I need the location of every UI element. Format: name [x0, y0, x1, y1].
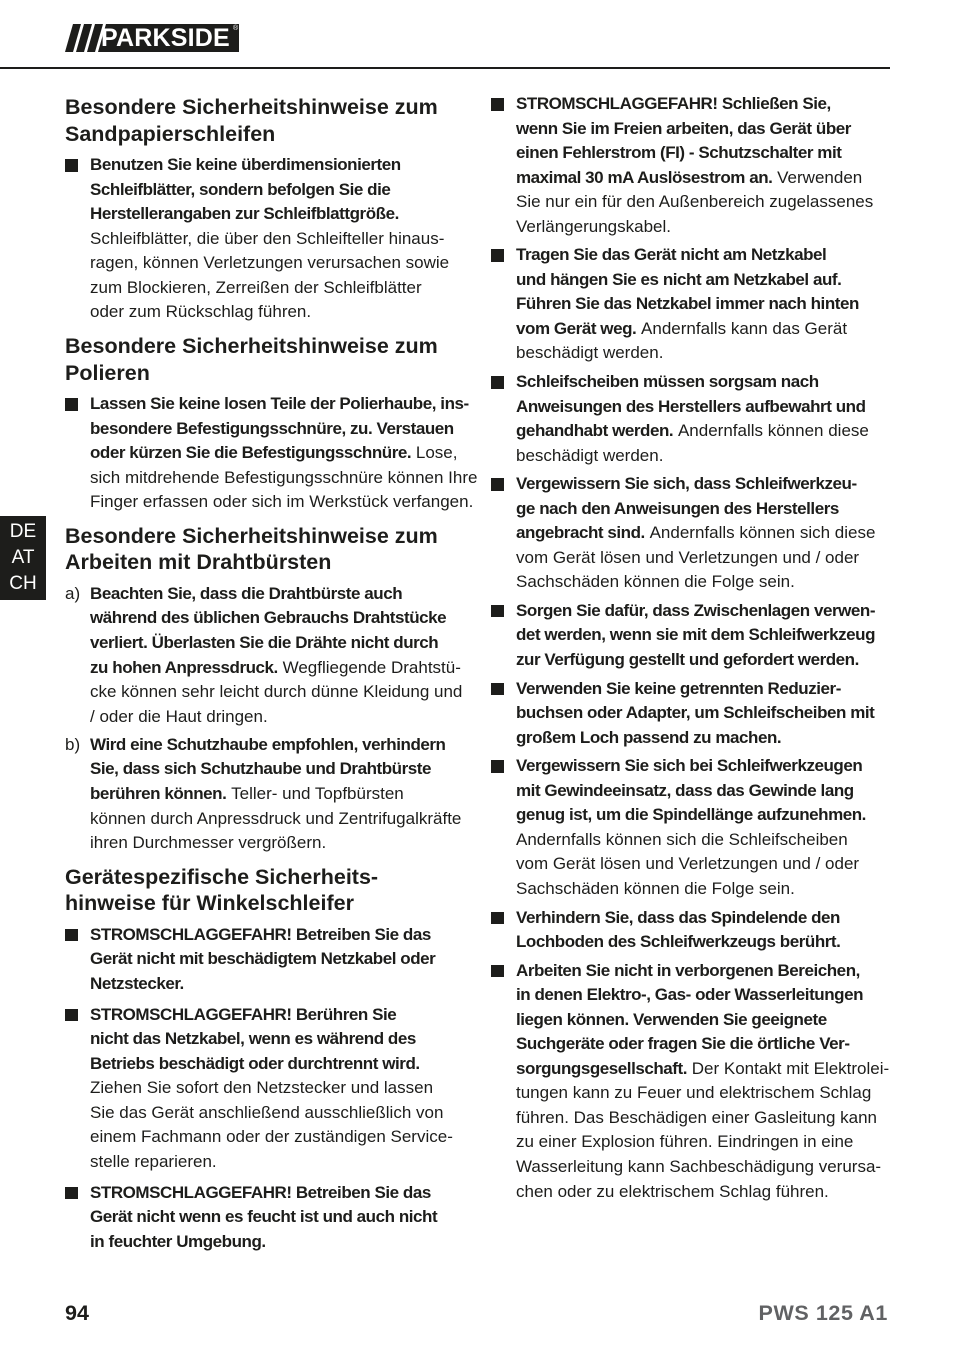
text-line	[90, 582, 465, 607]
explanation-text: einem Fachmann oder der zuständigen Service-	[90, 1127, 453, 1147]
explanation-text: ragen, können Verletzungen verursachen sowie	[90, 253, 450, 273]
lettered-item	[65, 582, 465, 729]
instruction-text: Gerät nicht wenn es feucht ist und auch nicht	[90, 1207, 438, 1227]
logo-wordmark: PARKSIDE	[101, 24, 230, 52]
language-tab	[0, 516, 46, 600]
explanation-text: tungen kann zu Feuer und elektrischem Schlag	[516, 1083, 872, 1103]
text-line	[90, 441, 465, 466]
instruction-text: gehandhabt werden.	[516, 421, 674, 441]
bullet-item	[491, 959, 890, 1204]
instruction-text: angebracht sind.	[516, 523, 645, 543]
text-line	[516, 117, 890, 142]
text-line	[516, 1180, 890, 1205]
instruction-text: STROMSCHLAGGEFAHR! Berühren Sie	[90, 1004, 397, 1024]
text-line	[90, 1101, 465, 1126]
explanation-text: vom Gerät lösen und Verletzungen und / oder	[516, 547, 860, 567]
heading-line: Polieren	[65, 360, 150, 385]
bullet-item	[491, 754, 890, 901]
explanation-text: ihren Durchmesser vergrößern.	[90, 833, 327, 853]
page-number: 94	[65, 1301, 89, 1325]
text-line	[516, 497, 890, 522]
explanation-text: beschädigt werden.	[516, 343, 664, 363]
section-heading	[65, 864, 465, 917]
instruction-text: Lassen Sie keine losen Teile der Polierhaube, ins-	[90, 394, 469, 414]
text-line	[90, 807, 465, 832]
text-line	[90, 466, 478, 491]
explanation-text: Andernfalls können diese	[677, 421, 869, 441]
instruction-text: und hängen Sie es nicht am Netzkabel auf.	[516, 269, 842, 289]
instruction-text: Benutzen Sie keine überdimensionierten	[90, 155, 401, 174]
square-bullet-icon	[491, 912, 504, 925]
text-line	[516, 779, 890, 804]
item-text	[90, 392, 478, 515]
explanation-text: sich mitdrehende Befestigungsschnüre können Ihre	[90, 467, 478, 487]
heading-line: Besondere Sicherheitshinweise zum	[65, 95, 438, 119]
text-line	[516, 726, 890, 751]
text-line	[516, 472, 890, 497]
square-bullet-icon	[65, 929, 78, 942]
text-line	[90, 251, 465, 276]
text-line	[516, 754, 890, 779]
model-name: PWS 125 A1	[758, 1301, 888, 1325]
instruction-text: Sie, dass sich Schutzhaube und Drahtbürste	[90, 759, 432, 779]
bullet-item	[65, 153, 465, 325]
instruction-text: besondere Befestigungsschnüre, zu. Verstauen	[90, 418, 454, 438]
instruction-text: Arbeiten Sie nicht in verborgenen Bereichen,	[516, 960, 860, 980]
text-line	[90, 733, 465, 758]
instruction-text: zur Verfügung gestellt und gefordert werden.	[516, 650, 859, 670]
text-line	[516, 803, 890, 828]
instruction-text: Vergewissern Sie sich, dass Schleifwerkzeu-	[516, 474, 857, 494]
language-code: DE	[9, 521, 37, 542]
item-text	[90, 733, 465, 856]
text-line	[516, 215, 890, 240]
square-bullet-icon	[65, 1187, 78, 1200]
heading-line: Besondere Sicherheitshinweise zum	[65, 523, 438, 548]
item-text	[90, 1181, 465, 1255]
instruction-text: Anweisungen des Herstellers aufbewahrt und	[516, 396, 866, 416]
explanation-text: können durch Anpressdruck und Zentrifugalkräfte	[90, 808, 462, 828]
text-line	[90, 1230, 465, 1255]
language-code: AT	[11, 547, 35, 568]
text-line	[516, 1130, 890, 1155]
text-line	[516, 1081, 890, 1106]
explanation-text: Sachschäden können die Folge sein.	[516, 572, 795, 592]
square-bullet-icon	[491, 605, 504, 618]
text-line	[516, 370, 890, 395]
heading-line: Arbeiten mit Drahtbürsten	[65, 550, 332, 575]
instruction-text: Schleifscheiben müssen sorgsam nach	[516, 372, 819, 392]
bullet-item	[491, 243, 890, 366]
explanation-text: stelle reparieren.	[90, 1151, 217, 1171]
left-column	[65, 94, 478, 1261]
item-text	[516, 472, 890, 595]
text-line	[516, 546, 890, 571]
instruction-text: Verhindern Sie, dass das Spindelende den	[516, 907, 840, 927]
instruction-text: Herstellerangaben zur Schleifblattgröße.	[90, 204, 399, 224]
text-line	[90, 1027, 465, 1052]
text-line	[516, 906, 890, 931]
text-line	[516, 268, 890, 293]
text-line	[90, 1181, 465, 1206]
text-line	[90, 1003, 465, 1028]
item-text	[90, 582, 465, 729]
instruction-text: STROMSCHLAGGEFAHR! Schließen Sie,	[516, 94, 831, 113]
square-bullet-icon	[491, 965, 504, 978]
text-line	[516, 521, 890, 546]
instruction-text: berühren können.	[90, 784, 227, 803]
instruction-text: oder kürzen Sie die Befestigungsschnüre.	[90, 443, 412, 463]
instruction-text: Wird eine Schutzhaube empfohlen, verhindern	[90, 734, 446, 754]
text-line	[90, 631, 465, 656]
text-line	[516, 877, 890, 902]
instruction-text: Betriebs beschädigt oder durchtrennt wird.	[90, 1053, 420, 1073]
explanation-text: beschädigt werden.	[516, 445, 664, 465]
item-text	[516, 677, 890, 751]
bullet-item	[491, 599, 890, 673]
explanation-text: vom Gerät lösen und Verletzungen und / oder	[516, 854, 860, 874]
text-line	[90, 153, 465, 178]
item-text	[516, 370, 890, 468]
explanation-text: Wasserleitung kann Sachbeschädigung verursa-	[516, 1156, 882, 1176]
item-text	[90, 1003, 465, 1175]
text-line	[90, 178, 465, 203]
text-line	[90, 392, 469, 417]
bullet-item	[65, 923, 465, 997]
explanation-text: oder zum Rückschlag führen.	[90, 302, 312, 322]
instruction-text: Gerät nicht mit beschädigtem Netzkabel oder	[90, 949, 436, 969]
text-line	[516, 1032, 890, 1057]
text-line	[90, 606, 465, 631]
instruction-text: liegen können. Verwenden Sie geeignete	[516, 1009, 827, 1029]
text-line	[516, 292, 890, 317]
lettered-item	[65, 733, 465, 856]
instruction-text: wenn Sie im Freien arbeiten, das Gerät über	[516, 118, 851, 138]
square-bullet-icon	[491, 98, 504, 111]
explanation-text: Andernfalls können sich diese	[649, 523, 876, 543]
section-heading	[65, 94, 465, 147]
instruction-text: mit Gewindeeinsatz, dass das Gewinde lang	[516, 780, 854, 800]
text-line	[516, 959, 890, 984]
instruction-text: vom Gerät weg.	[516, 318, 637, 338]
section-heading	[65, 333, 465, 386]
text-line	[516, 852, 890, 877]
instruction-text: nicht das Netzkabel, wenn es während des	[90, 1029, 416, 1049]
text-line	[516, 570, 890, 595]
instruction-text: Beachten Sie, dass die Drahtbürste auch	[90, 583, 403, 603]
explanation-text: Verlängerungskabel.	[516, 216, 672, 236]
instruction-text: Lochboden des Schleifwerkzeugs berührt.	[516, 932, 841, 952]
text-line	[90, 947, 465, 972]
explanation-text: Sachschäden können die Folge sein.	[516, 878, 795, 898]
instruction-text: großem Loch passend zu machen.	[516, 727, 782, 747]
text-line	[516, 1155, 890, 1180]
explanation-text: Ziehen Sie sofort den Netzstecker und lassen	[90, 1078, 434, 1098]
explanation-text: cke können sehr leicht durch dünne Kleidung und	[90, 682, 463, 702]
text-line	[516, 395, 890, 420]
language-code: CH	[9, 573, 37, 594]
heading-line: Gerätespezifische Sicherheits-	[65, 864, 379, 889]
explanation-text: Der Kontakt mit Elektrolei-	[691, 1058, 890, 1078]
item-text	[516, 959, 890, 1204]
text-line	[516, 599, 890, 624]
text-line	[516, 444, 890, 469]
brand-logo	[65, 24, 239, 52]
bullet-item	[65, 1003, 465, 1175]
text-line	[90, 757, 465, 782]
text-line	[90, 923, 465, 948]
heading-line: Sandpapierschleifen	[65, 121, 276, 146]
text-line	[90, 705, 465, 730]
instruction-text: maximal 30 mA Auslösestrom an.	[516, 167, 773, 187]
text-line	[516, 190, 890, 215]
square-bullet-icon	[65, 159, 78, 172]
text-line	[90, 227, 465, 252]
item-text	[516, 599, 890, 673]
instruction-text: verliert. Überlasten Sie die Drähte nicht durch	[90, 633, 439, 653]
item-label: a)	[65, 583, 81, 603]
explanation-text: Andernfalls kann das Gerät	[641, 318, 848, 338]
instruction-text: zu hohen Anpressdruck.	[90, 657, 278, 677]
text-line	[516, 983, 890, 1008]
header-rule	[0, 67, 890, 69]
text-line	[516, 1106, 890, 1131]
text-line	[90, 417, 465, 442]
instruction-text: Führen Sie das Netzkabel immer nach hinten	[516, 294, 859, 314]
square-bullet-icon	[491, 478, 504, 491]
instruction-text: Verwenden Sie keine getrennten Reduzier-	[516, 678, 841, 698]
item-label: b)	[65, 734, 81, 754]
text-line	[516, 930, 890, 955]
bullet-item	[491, 370, 890, 468]
heading-line: Besondere Sicherheitshinweise zum	[65, 334, 438, 359]
text-line	[90, 1205, 465, 1230]
instruction-text: buchsen oder Adapter, um Schleifscheiben mit	[516, 703, 875, 723]
explanation-text: / oder die Haut dringen.	[90, 706, 268, 726]
instruction-text: in feuchter Umgebung.	[90, 1231, 266, 1251]
explanation-text: Teller- und Topfbürsten	[231, 784, 404, 803]
instruction-text: Suchgeräte oder fragen Sie die örtliche Ver-	[516, 1034, 850, 1054]
text-line	[516, 648, 890, 673]
instruction-text: Sorgen Sie dafür, dass Zwischenlagen verwen-	[516, 600, 876, 620]
text-line	[90, 782, 465, 807]
explanation-text: Sie das Gerät anschließend ausschließlich von	[90, 1102, 444, 1122]
bullet-item	[491, 677, 890, 751]
item-text	[516, 92, 890, 239]
text-line	[90, 680, 465, 705]
right-column	[491, 92, 890, 1208]
text-line	[516, 701, 890, 726]
explanation-text: Andernfalls können sich die Schleifscheiben	[516, 829, 848, 849]
instruction-text: det werden, wenn sie mit dem Schleifwerkzeug	[516, 625, 876, 645]
item-text	[516, 906, 890, 955]
text-line	[516, 1057, 890, 1082]
text-line	[516, 1008, 890, 1033]
text-line	[516, 419, 890, 444]
bullet-item	[65, 392, 478, 515]
heading-line: hinweise für Winkelschleifer	[65, 891, 354, 916]
instruction-text: STROMSCHLAGGEFAHR! Betreiben Sie das	[90, 924, 431, 944]
explanation-text: zu einer Explosion führen. Eindringen in eine	[516, 1132, 854, 1152]
bullet-item	[491, 906, 890, 955]
text-line	[90, 1076, 465, 1101]
text-line	[90, 831, 465, 856]
explanation-text: Schleifblätter, die über den Schleifteller hinaus-	[90, 228, 445, 248]
text-line	[90, 1150, 465, 1175]
text-line	[516, 166, 890, 191]
explanation-text: Finger erfassen oder sich im Werkstück verfangen.	[90, 492, 474, 512]
text-line	[90, 1052, 465, 1077]
instruction-text: sorgungsgesellschaft.	[516, 1058, 687, 1078]
text-line	[516, 317, 890, 342]
explanation-text: chen oder zu elektrischem Schlag führen.	[516, 1181, 829, 1201]
instruction-text: in denen Elektro-, Gas- oder Wasserleitungen	[516, 985, 864, 1005]
section-heading	[65, 523, 465, 576]
explanation-text: Verwenden	[777, 167, 863, 187]
registered-mark: ®	[233, 25, 239, 32]
text-line	[90, 656, 465, 681]
item-text	[516, 243, 890, 366]
text-line	[90, 202, 465, 227]
square-bullet-icon	[491, 376, 504, 389]
item-text	[90, 153, 465, 325]
bullet-item	[65, 1181, 465, 1255]
explanation-text: Sie nur ein für den Außenbereich zugelassenes	[516, 192, 874, 212]
instruction-text: Schleifblätter, sondern befolgen Sie die	[90, 179, 391, 199]
text-line	[516, 677, 890, 702]
text-line	[90, 300, 465, 325]
text-line	[90, 276, 465, 301]
text-line	[90, 1125, 465, 1150]
square-bullet-icon	[65, 398, 78, 411]
explanation-text: Wegfliegende Drahtstü-	[282, 657, 461, 677]
text-line	[516, 623, 890, 648]
square-bullet-icon	[491, 760, 504, 773]
text-line	[516, 92, 890, 117]
item-text	[90, 923, 465, 997]
instruction-text: STROMSCHLAGGEFAHR! Betreiben Sie das	[90, 1182, 431, 1202]
explanation-text: zum Blockieren, Zerreißen der Schleifblätter	[90, 277, 422, 297]
square-bullet-icon	[65, 1009, 78, 1022]
instruction-text: genug ist, um die Spindellänge aufzunehmen.	[516, 805, 866, 825]
instruction-text: während des üblichen Gebrauchs Drahtstücke	[90, 608, 447, 628]
text-line	[90, 972, 465, 997]
text-line	[516, 141, 890, 166]
text-line	[516, 828, 890, 853]
instruction-text: Tragen Sie das Gerät nicht am Netzkabel	[516, 245, 827, 265]
explanation-text: Lose,	[415, 443, 458, 463]
instruction-text: Netzstecker.	[90, 973, 184, 993]
instruction-text: einen Fehlerstrom (FI) - Schutzschalter mit	[516, 143, 842, 163]
explanation-text: führen. Das Beschädigen einer Gasleitung kann	[516, 1107, 878, 1127]
instruction-text: ge nach den Anweisungen des Herstellers	[516, 498, 839, 518]
item-text	[516, 754, 890, 901]
instruction-text: Vergewissern Sie sich bei Schleifwerkzeugen	[516, 756, 863, 776]
bullet-item	[491, 92, 890, 239]
square-bullet-icon	[491, 683, 504, 696]
bullet-item	[491, 472, 890, 595]
square-bullet-icon	[491, 249, 504, 262]
text-line	[516, 341, 890, 366]
text-line	[90, 490, 474, 515]
text-line	[516, 243, 890, 268]
